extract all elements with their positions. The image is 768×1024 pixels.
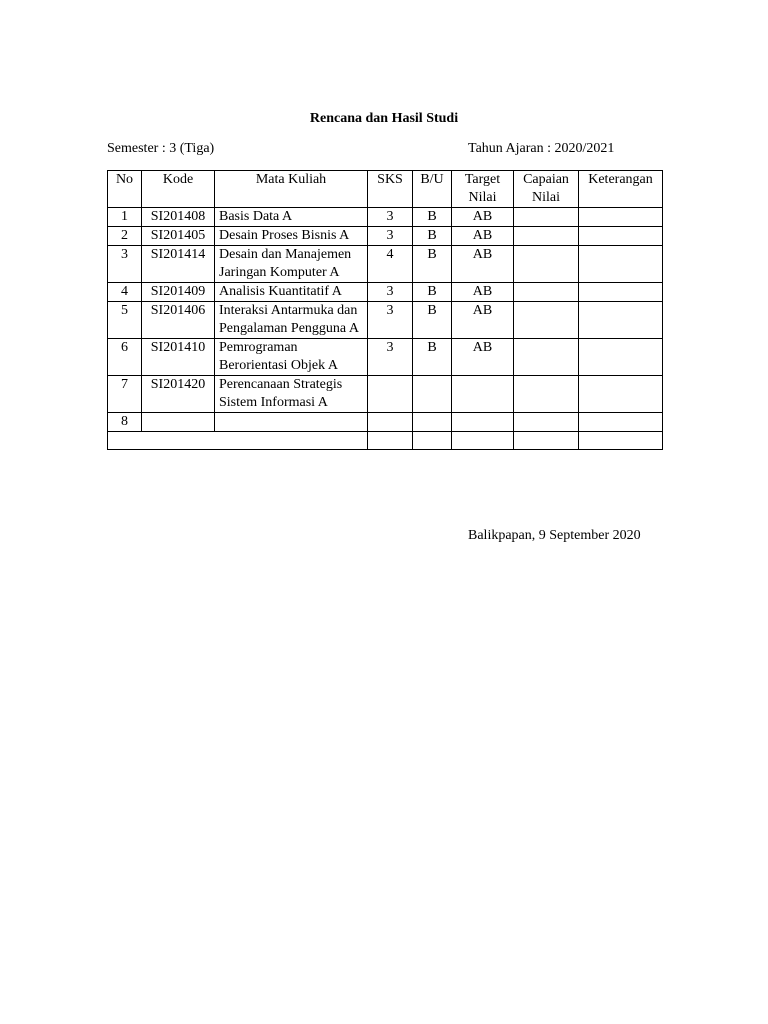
- row-no: 2: [108, 227, 142, 246]
- row-target: AB: [452, 246, 514, 283]
- row-mata-kuliah: [215, 413, 368, 432]
- table-row: [108, 376, 663, 413]
- table-row: [108, 413, 663, 432]
- row-sks: 3: [368, 227, 413, 246]
- semester-label: Semester : 3 (Tiga): [107, 141, 215, 156]
- footer-target: [452, 432, 514, 450]
- row-keterangan: [579, 208, 663, 227]
- header-mata-kuliah: Mata Kuliah: [215, 171, 368, 208]
- row-keterangan: [579, 376, 663, 413]
- header-no: No: [108, 171, 142, 208]
- row-kode: SI201420: [142, 376, 215, 413]
- row-bu: [413, 376, 452, 413]
- table-header-row: [108, 171, 663, 208]
- row-target: AB: [452, 339, 514, 376]
- row-capaian: [514, 227, 579, 246]
- row-no: 6: [108, 339, 142, 376]
- row-mata-kuliah: Interaksi Antarmuka dan Pengalaman Pengguna A: [215, 302, 368, 339]
- academic-year-label: Tahun Ajaran : 2020/2021: [468, 141, 615, 156]
- row-kode: SI201406: [142, 302, 215, 339]
- row-kode: SI201414: [142, 246, 215, 283]
- row-keterangan: [579, 302, 663, 339]
- footer-sks-total: [368, 432, 413, 450]
- row-no: 5: [108, 302, 142, 339]
- header-target-nilai: Target Nilai: [452, 171, 514, 208]
- row-mata-kuliah: Desain Proses Bisnis A: [215, 227, 368, 246]
- row-sks: 3: [368, 208, 413, 227]
- row-sks: [368, 413, 413, 432]
- row-bu: B: [413, 246, 452, 283]
- row-bu: B: [413, 339, 452, 376]
- row-capaian: [514, 246, 579, 283]
- table-row: [108, 227, 663, 246]
- row-target: AB: [452, 302, 514, 339]
- table-row: [108, 246, 663, 283]
- row-target: [452, 413, 514, 432]
- row-mata-kuliah: Desain dan Manajemen Jaringan Komputer A: [215, 246, 368, 283]
- row-no: 7: [108, 376, 142, 413]
- place-date-signoff: Balikpapan, 9 September 2020: [468, 528, 641, 543]
- table-row: [108, 339, 663, 376]
- row-bu: [413, 413, 452, 432]
- row-mata-kuliah: Basis Data A: [215, 208, 368, 227]
- footer-bu: [413, 432, 452, 450]
- row-kode: SI201408: [142, 208, 215, 227]
- row-sks: 3: [368, 302, 413, 339]
- footer-capaian: [514, 432, 579, 450]
- row-no: 3: [108, 246, 142, 283]
- row-keterangan: [579, 339, 663, 376]
- row-keterangan: [579, 283, 663, 302]
- header-bu: B/U: [413, 171, 452, 208]
- row-no: 8: [108, 413, 142, 432]
- row-target: [452, 376, 514, 413]
- row-capaian: [514, 376, 579, 413]
- row-no: 1: [108, 208, 142, 227]
- row-kode: [142, 413, 215, 432]
- row-kode: SI201409: [142, 283, 215, 302]
- row-capaian: [514, 283, 579, 302]
- row-keterangan: [579, 246, 663, 283]
- row-bu: B: [413, 227, 452, 246]
- header-sks: SKS: [368, 171, 413, 208]
- row-bu: B: [413, 208, 452, 227]
- row-capaian: [514, 208, 579, 227]
- row-bu: B: [413, 283, 452, 302]
- table-row: [108, 208, 663, 227]
- row-mata-kuliah: Pemrograman Berorientasi Objek A: [215, 339, 368, 376]
- row-kode: SI201410: [142, 339, 215, 376]
- row-mata-kuliah: Perencanaan Strategis Sistem Informasi A: [215, 376, 368, 413]
- row-sks: [368, 376, 413, 413]
- row-target: AB: [452, 208, 514, 227]
- row-sks: 4: [368, 246, 413, 283]
- row-sks: 3: [368, 339, 413, 376]
- table-row: [108, 302, 663, 339]
- row-capaian: [514, 413, 579, 432]
- row-kode: SI201405: [142, 227, 215, 246]
- row-target: AB: [452, 283, 514, 302]
- table-footer-row: [108, 432, 663, 450]
- document-title: Rencana dan Hasil Studi: [309, 111, 459, 126]
- row-mata-kuliah: Analisis Kuantitatif A: [215, 283, 368, 302]
- header-keterangan: Keterangan: [579, 171, 663, 208]
- footer-total-label: [108, 432, 368, 450]
- row-capaian: [514, 302, 579, 339]
- header-kode: Kode: [142, 171, 215, 208]
- row-keterangan: [579, 227, 663, 246]
- footer-keterangan: [579, 432, 663, 450]
- study-plan-table: [107, 170, 663, 450]
- row-sks: 3: [368, 283, 413, 302]
- row-no: 4: [108, 283, 142, 302]
- row-keterangan: [579, 413, 663, 432]
- header-capaian-nilai: Capaian Nilai: [514, 171, 579, 208]
- row-bu: B: [413, 302, 452, 339]
- table-row: [108, 283, 663, 302]
- row-target: AB: [452, 227, 514, 246]
- row-capaian: [514, 339, 579, 376]
